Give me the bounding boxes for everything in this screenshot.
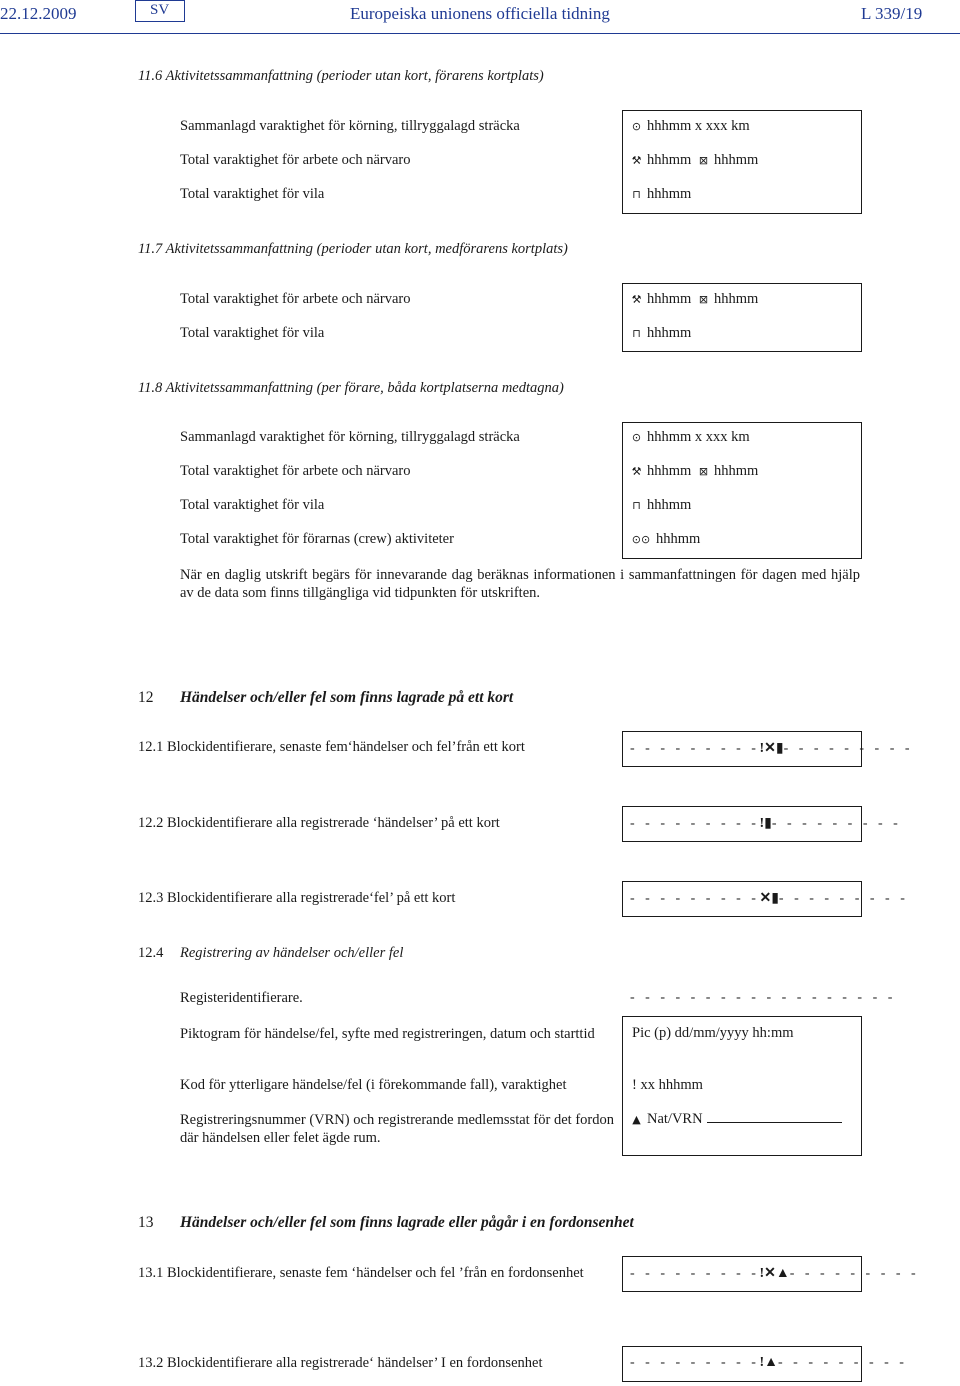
hammers-icon: ⚒ [631, 293, 642, 306]
s11-6-label-2: Total varaktighet för arbete och närvaro [180, 152, 411, 168]
s11-7-value-1 [630, 291, 758, 308]
record-value-4-text: Nat/VRN [647, 1111, 703, 1127]
dash-right: - - - - - - - - - [778, 891, 909, 906]
s13-2-label: 13.2 Blockidentifierare alla registrerade‘ händelser’ I en fordonsenhet [138, 1355, 543, 1371]
header-date: 22.12.2009 [0, 4, 77, 23]
section-11-8-title: 11.8 Aktivitetssammanfattning (per förare, båda kortplatserna medtagna) [138, 380, 564, 396]
section-13-title: Händelser och/eller fel som finns lagrade eller pågår i en fordonsenhet [180, 1214, 634, 1231]
hammers-icon: ⚒ [631, 154, 642, 167]
s11-7-value-1b: hhhmm [713, 291, 759, 307]
bed-icon: ⊓ [632, 188, 641, 201]
s11-7-label-2: Total varaktighet för vila [180, 325, 325, 341]
s13-1-label: 13.1 Blockidentifierare, senaste fem ‘händelser och fel ’från en fordonsenhet [138, 1265, 584, 1281]
record-value-4 [630, 1111, 842, 1128]
record-label-2: Piktogram för händelse/fel, syfte med registreringen, datum och starttid [180, 1026, 595, 1042]
s11-8-value-4 [630, 531, 700, 548]
record-value-4-line [707, 1122, 842, 1123]
dash-right: - - - - - - - - - [783, 741, 914, 756]
section-11-6-title: 11.6 Aktivitetssammanfattning (perioder utan kort, förarens kortplats) [138, 68, 544, 84]
s11-8-label-3: Total varaktighet för vila [180, 497, 325, 513]
record-value-3: ! xx hhhmm [632, 1077, 703, 1093]
header-rule [0, 33, 960, 34]
s12-4-number: 12.4 [138, 945, 164, 961]
record-label-1: Registeridentifierare. [180, 990, 303, 1006]
s11-8-value-2b: hhhmm [713, 463, 759, 479]
s11-7-value-2 [630, 325, 691, 342]
s13-1-value [630, 1265, 919, 1282]
dash-left: - - - - - - - - - [630, 816, 760, 831]
s11-7-label-1: Total varaktighet för arbete och närvaro [180, 291, 411, 307]
dash-right: - - - - - - - - - [789, 1266, 920, 1281]
s11-8-label-4: Total varaktighet för förarnas (crew) aktiviteter [180, 531, 454, 547]
record-label-4: Registreringsnummer (VRN) och registrerande medlemsstat för det fordon där händelsen eller felet ägde rum. [180, 1112, 614, 1146]
section-11-7-title: 11.7 Aktivitetssammanfattning (perioder utan kort, medförarens kortplats) [138, 241, 568, 257]
s11-6-value-3 [630, 186, 691, 203]
steering-wheel-icon: ⊙ [631, 120, 642, 133]
s11-6-label-3: Total varaktighet för vila [180, 186, 325, 202]
s11-6-value-1 [630, 118, 750, 135]
section-12-title: Händelser och/eller fel som finns lagrade på ett kort [180, 689, 514, 706]
header-title: Europeiska unionens officiella tidning [350, 4, 610, 23]
s11-8-value-2 [630, 463, 758, 480]
s12-2-label: 12.2 Blockidentifierare alla registrerade ‘händelser’ på ett kort [138, 815, 500, 831]
box-cross-icon: ⊠ [698, 465, 709, 478]
s12-3-label: 12.3 Blockidentifierare alla registrerade‘fel’ på ett kort [138, 890, 456, 906]
s11-6-value-1-text: hhhmm x xxx km [647, 118, 750, 134]
dash-right: - - - - - - - - - [778, 1355, 908, 1370]
dash-left: - - - - - - - - - [630, 891, 760, 906]
section-13-number: 13 [138, 1214, 154, 1231]
s12-4-title: Registrering av händelser och/eller fel [180, 945, 404, 961]
s11-8-note: När en daglig utskrift begärs för innevarande dag beräknas informationen i sammanfattningen för dagen med hjälp av de data som finns tillgängliga vid tidpunkten för utskriften. [180, 567, 860, 601]
s12-2-value [630, 815, 901, 832]
dash-left: - - - - - - - - - [630, 1355, 760, 1370]
s11-6-value-2a: hhhmm [647, 152, 692, 168]
s11-8-label-1: Sammanlagd varaktighet för körning, tillryggalagd sträcka [180, 429, 520, 445]
dash-left: - - - - - - - - - [630, 741, 760, 756]
s12-1-label: 12.1 Blockidentifierare, senaste fem‘händelser och fel’från ett kort [138, 739, 525, 755]
fault-card-icon: ✕▮ [759, 891, 779, 906]
record-value-1: - - - - - - - - - - - - - - - - - - [630, 990, 896, 1005]
event-card-icon: !▮ [759, 816, 772, 831]
box-cross-icon: ⊠ [698, 154, 709, 167]
event-vehicle-icon: !▲ [759, 1355, 778, 1370]
s11-6-label-1: Sammanlagd varaktighet för körning, tillryggalagd sträcka [180, 118, 520, 134]
s11-8-value-2a: hhhmm [647, 463, 692, 479]
s11-8-value-3 [630, 497, 691, 514]
record-value-2: Pic (p) dd/mm/yyyy hh:mm [632, 1025, 794, 1041]
bed-icon: ⊓ [632, 499, 641, 512]
event-fault-card-icon: !✕▮ [759, 741, 784, 756]
hammers-icon: ⚒ [631, 465, 642, 478]
double-wheel-icon: ⊙⊙ [631, 533, 651, 546]
truck-icon: ▲ [632, 1113, 641, 1126]
header-ref: L 339/19 [861, 4, 923, 23]
bed-icon: ⊓ [632, 327, 641, 340]
s11-6-value-2 [630, 152, 758, 169]
s11-7-value-1a: hhhmm [647, 291, 692, 307]
s11-8-label-2: Total varaktighet för arbete och närvaro [180, 463, 411, 479]
s12-1-value [630, 740, 913, 757]
s11-6-value-3-text: hhhmm [647, 186, 692, 202]
box-cross-icon: ⊠ [698, 293, 709, 306]
s12-3-value [630, 890, 908, 907]
s11-7-value-2-text: hhhmm [647, 325, 692, 341]
s11-8-value-3-text: hhhmm [647, 497, 692, 513]
dash-right: - - - - - - - - - [771, 816, 902, 831]
section-12-number: 12 [138, 689, 154, 706]
s11-8-value-4-text: hhhmm [656, 531, 701, 547]
s13-2-value [630, 1355, 907, 1371]
s11-8-value-1 [630, 429, 750, 446]
record-label-3: Kod för ytterligare händelse/fel (i förekommande fall), varaktighet [180, 1077, 567, 1093]
s11-6-value-2b: hhhmm [713, 152, 759, 168]
header-lang: SV [150, 2, 170, 18]
dash-left: - - - - - - - - - [630, 1266, 760, 1281]
steering-wheel-icon: ⊙ [631, 431, 642, 444]
s11-8-value-1-text: hhhmm x xxx km [647, 429, 750, 445]
event-fault-vehicle-icon: !✕▲ [759, 1266, 790, 1281]
